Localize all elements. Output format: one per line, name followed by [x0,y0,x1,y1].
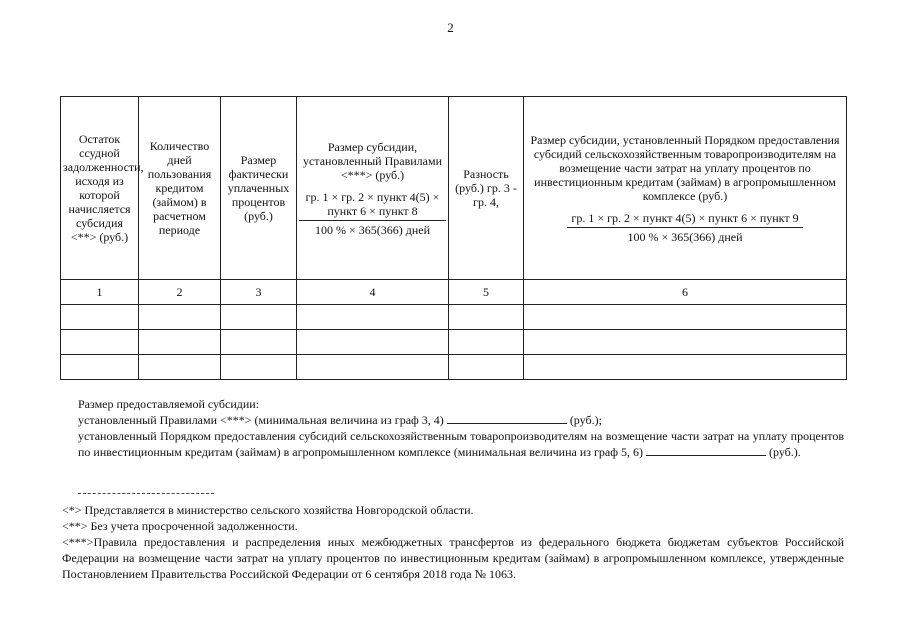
column-number: 4 [297,280,449,305]
header-days-count: Количество дней пользования кредитом (займом) в расчетном периоде [139,97,221,280]
table-header-row [61,97,847,280]
table-cell [139,330,221,355]
subsidy-rules-line [62,412,844,428]
subsidy-procedure-line-unit: (руб.). [769,445,801,459]
column-number: 2 [139,280,221,305]
header-subsidy-procedure-title: Размер субсидии, установленный Порядком предоставления субсидий сельскохозяйственным товаропроизводителям на возмещение части затрат на уплату процентов по инвестиционным кредитам (займам) в агропромышленном комплексе (руб.) [530,132,840,203]
footnote-separator [78,493,214,494]
header-loan-balance: Остаток ссудной задолженности, исходя из которой начисляется субсидия <**> (руб.) [61,97,139,280]
table-row [61,305,847,330]
subsidy-procedure-line-text: установленный Порядком предоставления субсидий сельскохозяйственным товаропроизводителям на возмещение части затрат на уплату процентов по инвестиционным кредитам (займам) в агропромышленном комплексе (минимальная величина из граф 5, 6) [78,429,844,459]
subsidy-rules-line-text: установленный Правилами <***> (минимальная величина из граф 3, 4) [78,413,444,427]
footnotes [62,502,844,582]
subsidy-rules-line-unit: (руб.); [569,413,602,427]
page-number: 2 [447,20,454,35]
table-cell [449,305,524,330]
header-difference: Разность (руб.) гр. 3 - гр. 4, [449,97,524,280]
table-cell [524,355,847,380]
column-number: 3 [221,280,297,305]
table-cell [61,330,139,355]
column-number-row [61,280,847,305]
formula-procedure-numerator: гр. 1 × гр. 2 × пункт 4(5) × пункт 6 × пункт 9 [571,210,799,225]
footnote-1: <*> Представляется в министерство сельского хозяйства Новгородской области. [62,503,474,517]
subsidy-amount-heading: Размер предоставляемой субсидии: [78,397,260,411]
table-cell [449,330,524,355]
column-number: 5 [449,280,524,305]
table-row [61,330,847,355]
table-cell [449,355,524,380]
header-subsidy-procedure [524,97,847,280]
subsidy-procedure-line [62,428,844,460]
formula-rules [299,190,446,237]
table-cell [221,330,297,355]
table-cell [61,305,139,330]
column-number: 1 [61,280,139,305]
table-cell [221,305,297,330]
formula-procedure-denominator: 100 % × 365(366) дней [567,227,802,244]
footnote-2: <**> Без учета просроченной задолженности. [62,519,298,533]
formula-rules-denominator: 100 % × 365(366) дней [299,220,446,237]
table-cell [297,355,449,380]
table-cell [524,305,847,330]
table-cell [139,355,221,380]
footnote-3: <***>Правила предоставления и распределения иных межбюджетных трансфертов из федерального бюджета бюджетам субъектов Российской Федерации на возмещение части затрат на уплату процентов по инвестиционным кредитам (займам) в агропромышленном комплексе, утвержденные Постановлением Правительства Российской Федерации от 6 сентября 2018 года № 1063. [62,535,844,581]
subsidy-table [60,96,847,380]
table-cell [139,305,221,330]
header-interest-paid: Размер фактически уплаченных процентов (руб.) [221,97,297,280]
table-cell [297,330,449,355]
table-row [61,355,847,380]
table-cell [297,305,449,330]
subsidy-rules-blank [447,412,567,424]
formula-rules-numerator: гр. 1 × гр. 2 × пункт 4(5) × пункт 6 × пункт 8 [305,189,440,218]
subsidy-procedure-blank [646,444,766,456]
header-subsidy-rules [297,97,449,280]
table-cell [221,355,297,380]
table-cell [61,355,139,380]
formula-procedure [567,211,802,244]
header-subsidy-rules-title: Размер субсидии, установленный Правилами <***> (руб.) [302,139,443,182]
subsidy-amount-section [62,396,844,460]
table-cell [524,330,847,355]
column-number: 6 [524,280,847,305]
